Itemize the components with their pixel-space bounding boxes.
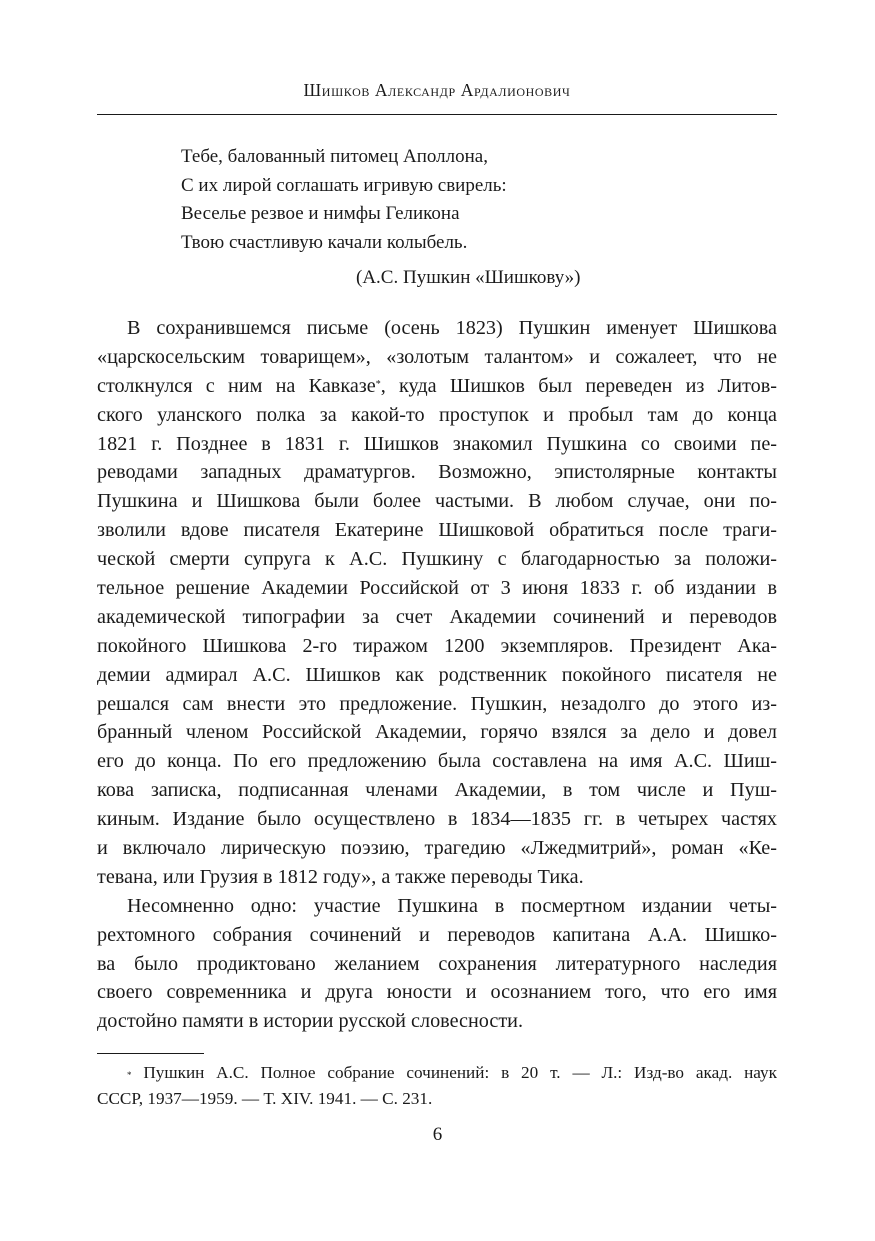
text-line: бранный членом Российской Академии, горячо взялся за дело и довел — [97, 721, 777, 744]
text-line: 1821 г. Позднее в 1831 г. Шишков знакомил Пушкина со своими пе- — [97, 432, 777, 455]
footnote-line — [97, 1060, 777, 1086]
text-line: покойного Шишкова 2-го тиражом 1200 экземпляров. Президент Ака- — [97, 634, 777, 657]
text-line: «царскосельским товарищем», «золотым талантом» и сожалеет, что не — [97, 345, 777, 368]
text-line: Пушкина и Шишкова были более частыми. В любом случае, они по- — [97, 490, 777, 513]
running-head: Шишков Александр Ардалионович — [303, 80, 571, 100]
text-line: ческой смерти супруга к А.С. Пушкину с благодарностью за положи- — [97, 548, 777, 571]
text-line — [97, 372, 777, 401]
paragraph-2 — [97, 892, 777, 1036]
body-text — [97, 314, 777, 1036]
poem-line: Твою счастливую качали колыбель. — [181, 231, 468, 253]
epigraph-poem — [181, 143, 507, 257]
text-fragment: столкнулся с ним на Кавказе — [97, 374, 376, 397]
text-fragment: , куда Шишков был переведен из Литов- — [380, 374, 777, 397]
footnote-line: СССР, 1937—1959. — Т. XIV. 1941. — С. 231. — [97, 1089, 433, 1108]
text-line: тевана, или Грузия в 1812 году», а также переводы Тика. — [97, 865, 584, 888]
text-line: киным. Издание было осуществлено в 1834—1835 гг. в четырех частях — [97, 808, 777, 831]
poem-line: С их лирой соглашать игривую свирель: — [181, 174, 507, 196]
footnote-rule — [97, 1053, 204, 1054]
text-line: ского уланского полка за какой-то проступок и пробыл там до конца — [97, 403, 777, 426]
text-line: достойно памяти в истории русской словесности. — [97, 1010, 524, 1033]
footnote-mark: * — [127, 1070, 132, 1080]
poem-line: Тебе, балованный питомец Аполлона, — [181, 146, 488, 167]
text-line: ва было продиктовано желанием сохранения литературного наследия — [97, 952, 777, 975]
text-line: зволили вдове писателя Екатерине Шишковой обратиться после траги- — [97, 519, 777, 542]
header-rule — [97, 114, 777, 115]
text-line: Несомненно одно: участие Пушкина в посмертном издании четы- — [127, 894, 777, 917]
text-line: В сохранившемся письме (осень 1823) Пушкин именует Шишкова — [127, 317, 777, 339]
poem-line: Веселье резвое и нимфы Геликона — [181, 203, 460, 224]
text-line: демии адмирал А.С. Шишков как родственник покойного писателя не — [97, 663, 777, 686]
text-line: его до конца. По его предложению была составлена на имя А.С. Шиш- — [97, 750, 777, 773]
paragraph-1 — [97, 314, 777, 892]
text-line: реводами западных драматургов. Возможно, эпистолярные контакты — [97, 461, 777, 484]
page-number: 6 — [432, 1124, 443, 1145]
text-line: рехтомного собрания сочинений и переводов капитана А.А. Шишко- — [97, 923, 777, 946]
text-line: своего современника и друга юности и осознанием того, что его имя — [97, 981, 777, 1004]
text-line: академической типографии за счет Академии сочинений и переводов — [97, 605, 777, 628]
text-line: и включало лирическую поэзию, трагедию «Лжедмитрий», роман «Ке- — [97, 837, 777, 860]
footnote-text: Пушкин А.С. Полное собрание сочинений: в 20 т. — Л.: Изд-во акад. наук — [131, 1063, 777, 1082]
text-line: тельное решение Академии Российской от 3 июня 1833 г. об издании в — [97, 577, 777, 600]
footnote-reference[interactable]: * — [375, 378, 381, 390]
footnote — [97, 1060, 777, 1112]
epigraph-attribution: (А.С. Пушкин «Шишкову») — [356, 267, 581, 288]
text-line: решался сам внести это предложение. Пушкин, незадолго до этого из- — [97, 692, 777, 715]
text-line: кова записка, подписанная членами Академии, в том числе и Пуш- — [97, 779, 777, 802]
